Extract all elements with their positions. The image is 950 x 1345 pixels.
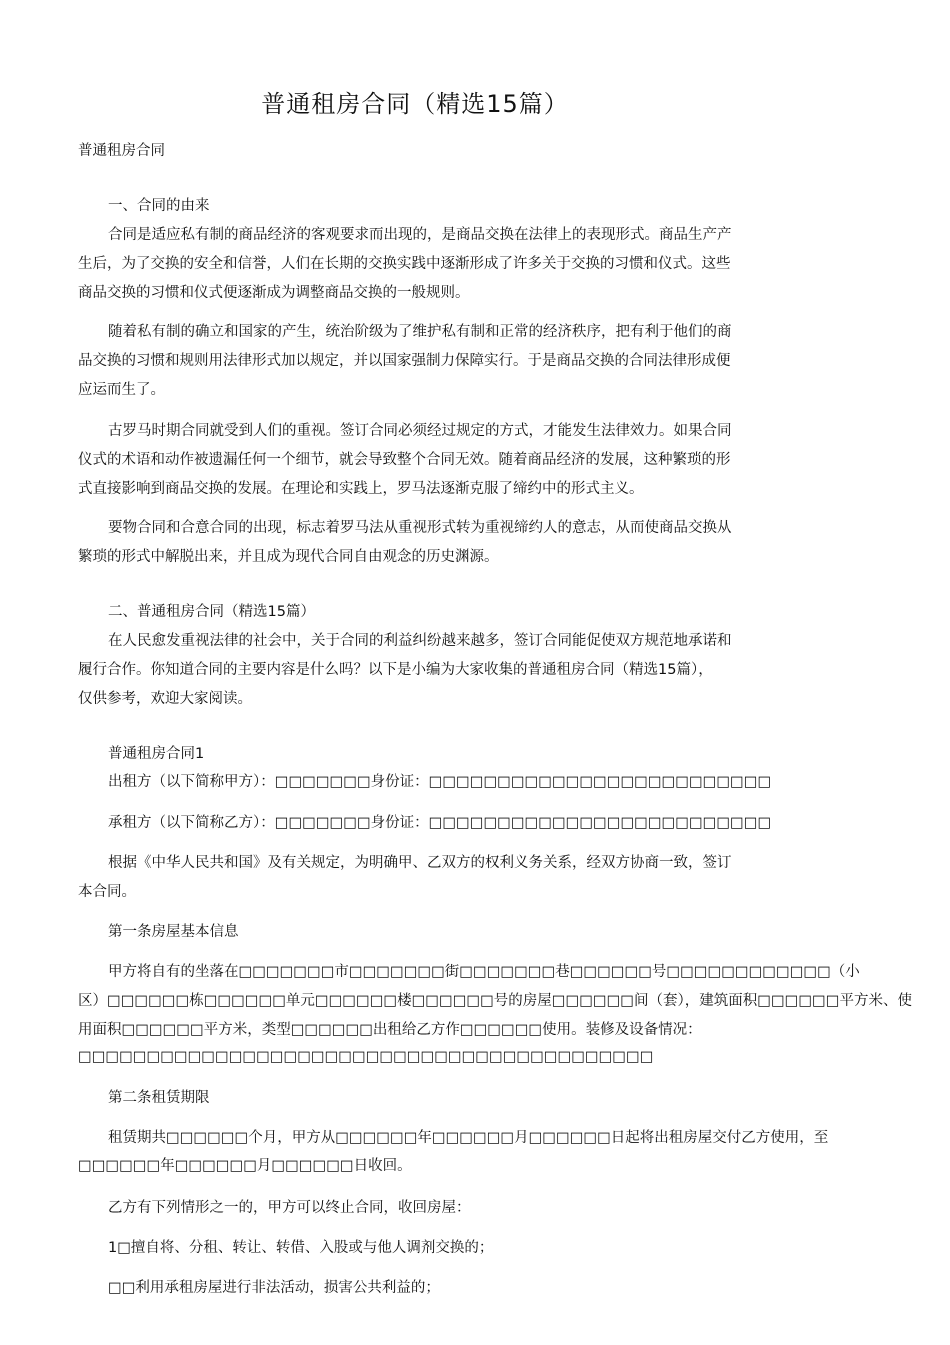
- paragraph-line: 繁琐的形式中解脱出来，并且成为现代合同自由观念的历史渊源。: [78, 549, 499, 565]
- paragraph-line: 在人民愈发重视法律的社会中，关于合同的利益纠纷越来越多，签订合同能促使双方规范地承诺和: [108, 633, 732, 649]
- paragraph-line: 古罗马时期合同就受到人们的重视。签订合同必须经过规定的方式，才能发生法律效力。如果合同: [108, 423, 732, 439]
- paragraph-line: 应运而生了。: [78, 382, 165, 398]
- contract-heading: 普通租房合同1: [108, 746, 205, 762]
- paragraph-line: 随着私有制的确立和国家的产生，统治阶级为了维护私有制和正常的经济秩序，把有利于他们的商: [108, 324, 732, 340]
- paragraph-line: 履行合作。你知道合同的主要内容是什么吗？以下是小编为大家收集的普通租房合同（精选15篇），: [78, 662, 713, 678]
- document-title: 普通租房合同（精选15篇）: [261, 90, 569, 118]
- section-heading-1: 一、合同的由来: [108, 198, 210, 214]
- lessee-line: 承租方（以下简称乙方）：□□□□□□□身份证：□□□□□□□□□□□□□□□□□□□□□□□□□: [108, 815, 772, 831]
- paragraph-line: 要物合同和合意合同的出现，标志着罗马法从重视形式转为重视缔约人的意志，从而使商品交换从: [108, 520, 732, 536]
- paragraph-line: 品交换的习惯和规则用法律形式加以规定，并以国家强制力保障实行。于是商品交换的合同法律形成便: [78, 353, 731, 369]
- paragraph-line: 商品交换的习惯和仪式便逐渐成为调整商品交换的一般规则。: [78, 285, 470, 301]
- document-subtitle: 普通租房合同: [78, 143, 165, 159]
- paragraph-line: 式直接影响到商品交换的发展。在理论和实践上，罗马法逐渐克服了缔约中的形式主义。: [78, 481, 644, 497]
- lessor-line: 出租方（以下简称甲方）：□□□□□□□身份证：□□□□□□□□□□□□□□□□□□□□□□□□□: [108, 774, 772, 790]
- paragraph-line: 合同是适应私有制的商品经济的客观要求而出现的，是商品交换在法律上的表现形式。商品生产产: [108, 227, 732, 243]
- paragraph-line: 区）□□□□□□栋□□□□□□单元□□□□□□楼□□□□□□号的房屋□□□□□□间（套），建筑面积□□□□□□平方米、使: [78, 993, 912, 1009]
- article-heading-1: 第一条房屋基本信息: [108, 924, 239, 940]
- paragraph-line: 租赁期共□□□□□□个月，甲方从□□□□□□年□□□□□□月□□□□□□日起将出租房屋交付乙方使用，至: [108, 1130, 829, 1146]
- paragraph-line: 用面积□□□□□□平方米，类型□□□□□□出租给乙方作□□□□□□使用。装修及设备情况：: [78, 1022, 702, 1038]
- list-item: 1□擅自将、分租、转让、转借、入股或与他人调剂交换的；: [108, 1240, 494, 1256]
- paragraph-line: 根据《中华人民共和国》及有关规定，为明确甲、乙双方的权利义务关系，经双方协商一致，签订: [108, 855, 732, 871]
- paragraph-line: 本合同。: [78, 884, 136, 900]
- paragraph-line: 乙方有下列情形之一的，甲方可以终止合同，收回房屋：: [108, 1200, 471, 1216]
- paragraph-line: □□□□□□年□□□□□□月□□□□□□日收回。: [78, 1158, 412, 1174]
- paragraph-line: 甲方将自有的坐落在□□□□□□□市□□□□□□□街□□□□□□□巷□□□□□□号□□□□□□□□□□□□（小: [108, 964, 860, 980]
- article-heading-2: 第二条租赁期限: [108, 1090, 210, 1106]
- paragraph-line: 仅供参考，欢迎大家阅读。: [78, 691, 252, 707]
- paragraph-line: 仪式的术语和动作被遗漏任何一个细节，就会导致整个合同无效。随着商品经济的发展，这种繁琐的形: [78, 452, 731, 468]
- list-item: □□利用承租房屋进行非法活动，损害公共利益的；: [108, 1280, 440, 1296]
- section-heading-2: 二、普通租房合同（精选15篇）: [108, 604, 315, 620]
- paragraph-line: 生后，为了交换的安全和信誉，人们在长期的交换实践中逐渐形成了许多关于交换的习惯和仪式。这些: [78, 256, 731, 272]
- paragraph-line: □□□□□□□□□□□□□□□□□□□□□□□□□□□□□□□□□□□□□□□□□□: [78, 1049, 654, 1065]
